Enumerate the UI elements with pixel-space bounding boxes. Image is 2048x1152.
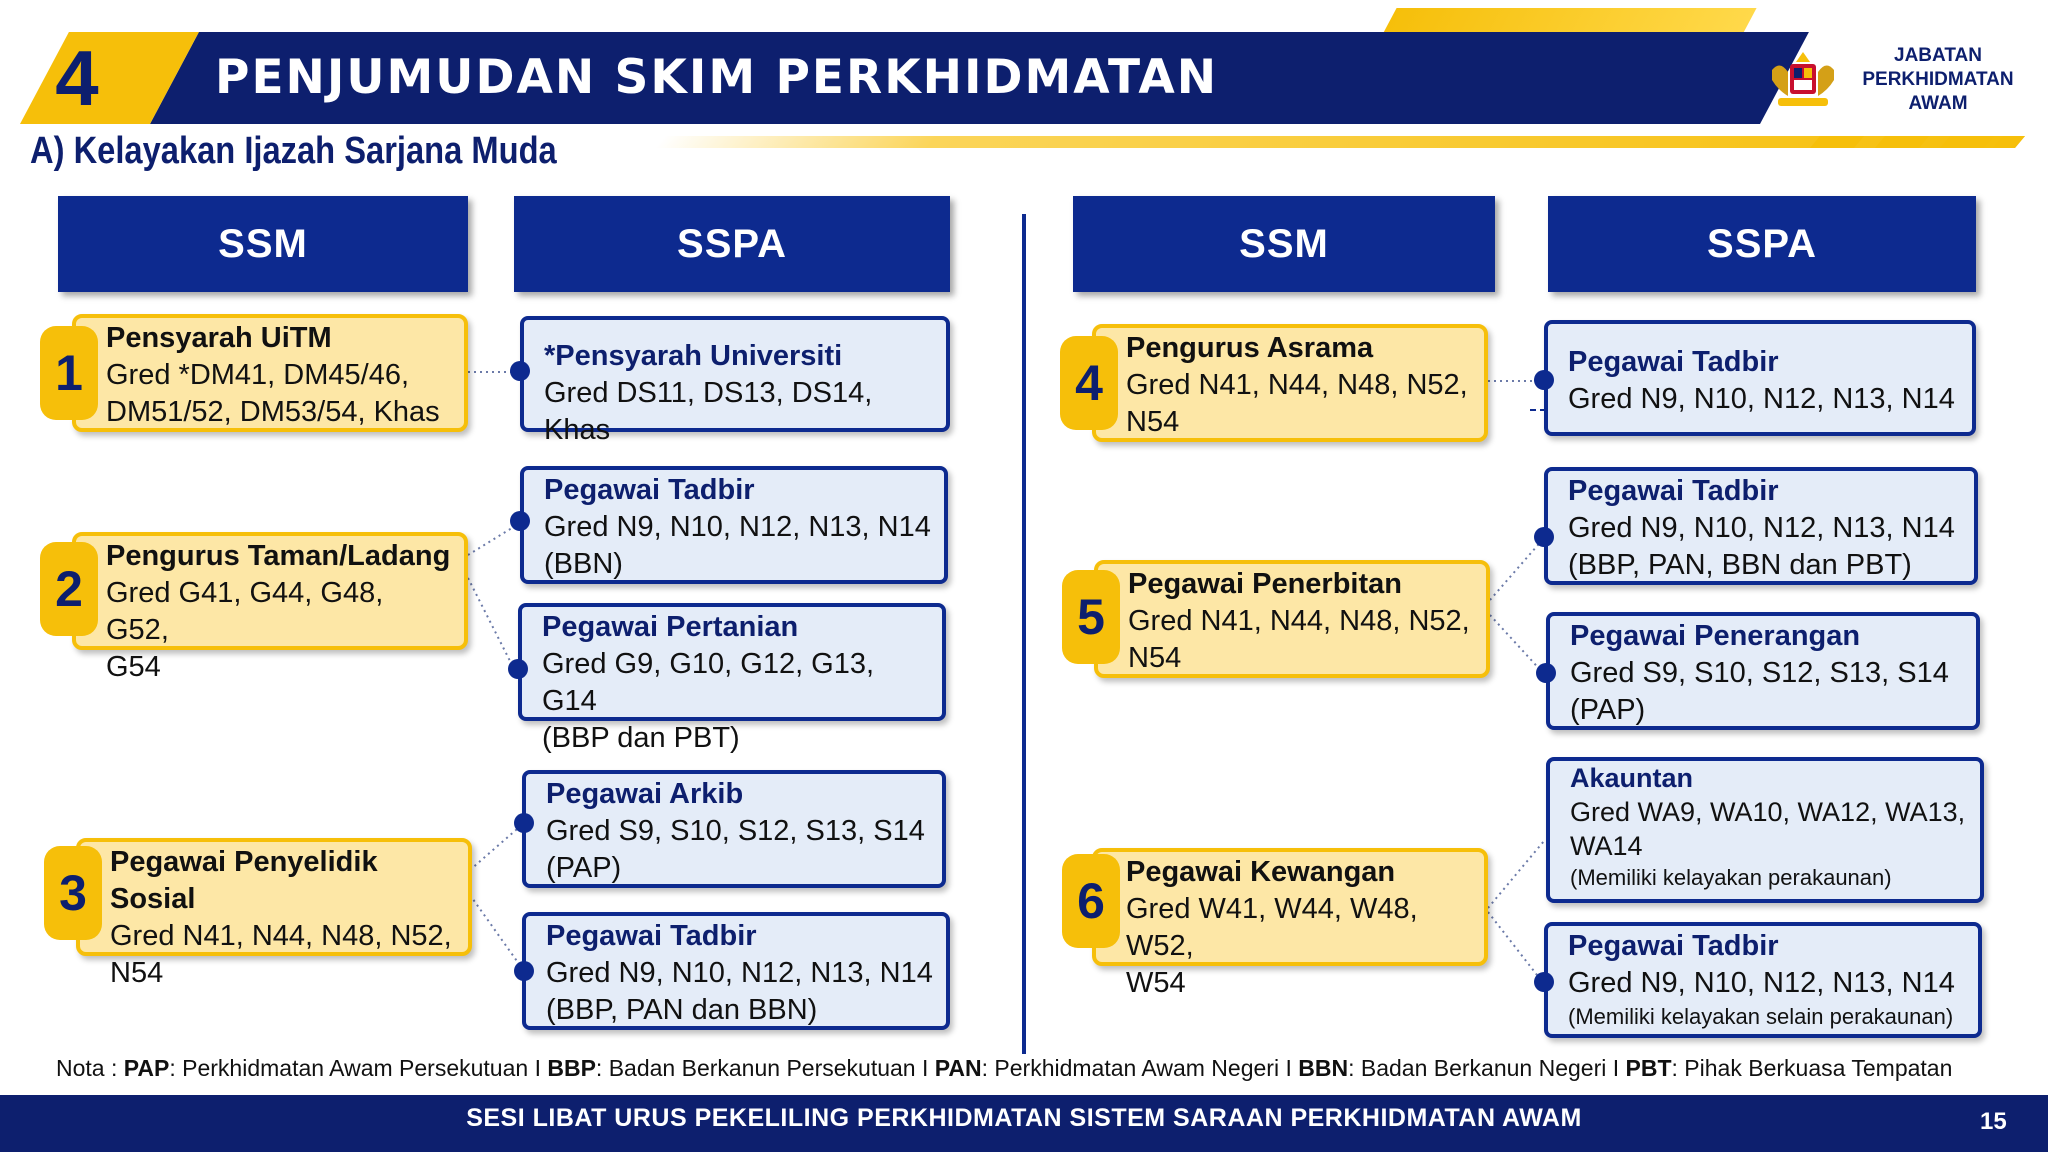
sspa-grades: Gred N9, N10, N12, N13, N14 [1568, 512, 1955, 544]
connector-dot [510, 361, 530, 381]
ssm-grades: Gred W41, W44, W48, W52, W54 [1126, 893, 1418, 999]
item-number-badge: 3 [44, 846, 102, 940]
page-number: 15 [1980, 1108, 2007, 1135]
connector-dot [1534, 972, 1554, 992]
sspa-grades: Gred N9, N10, N12, N13, N14 [1568, 967, 1955, 999]
page-subtitle: A) Kelayakan Ijazah Sarjana Muda [30, 130, 557, 172]
ssm-box-2 [72, 532, 468, 683]
footer-title: SESI LIBAT URUS PEKELILING PERKHIDMATAN SISTEM SARAAN PERKHIDMATAN AWAM [466, 1104, 1582, 1132]
sspa-note: (PAP) [1570, 694, 1646, 726]
sspa-box-4 [522, 770, 946, 888]
sspa-box-8 [1546, 612, 1980, 730]
agency-line2: PERKHIDMATAN [1862, 69, 2014, 90]
sspa-title: Pegawai Pertanian [542, 611, 799, 643]
item-number-badge: 2 [40, 542, 98, 636]
ssm-title: Pengurus Asrama [1126, 332, 1374, 364]
sspa-box-1 [520, 316, 950, 446]
ssm-box-4 [1092, 324, 1488, 442]
ssm-title: Pensyarah UiTM [106, 322, 332, 354]
section-number: 4 [55, 33, 99, 122]
connector-dot [1534, 370, 1554, 390]
sspa-box-6 [1544, 320, 1976, 436]
sspa-note: (BBP dan PBT) [542, 722, 740, 754]
connector-dot [508, 659, 528, 679]
ssm-grades: Gred N41, N44, N48, N52, N54 [110, 920, 452, 989]
sspa-title: Pegawai Tadbir [546, 920, 757, 952]
sspa-note: (Memiliki kelayakan perakaunan) [1570, 865, 1892, 890]
sspa-title: Pegawai Tadbir [544, 474, 755, 506]
sspa-grades: Gred N9, N10, N12, N13, N14 [544, 511, 931, 543]
ssm-title: Pengurus Taman/Ladang [106, 540, 451, 572]
sspa-box-9 [1546, 757, 1984, 903]
abbreviation-note [56, 1055, 1952, 1082]
ssm-grades: Gred N41, N44, N48, N52, N54 [1126, 369, 1468, 438]
sspa-title: Pegawai Tadbir [1568, 475, 1779, 507]
connector-dot [1534, 527, 1554, 547]
sspa-grades: Gred G9, G10, G12, G13, G14 [542, 648, 875, 717]
sspa-grades: Gred N9, N10, N12, N13, N14 [546, 957, 933, 989]
sspa-title: Akauntan [1570, 763, 1694, 793]
sspa-note: (BBN) [544, 548, 623, 580]
ssm-grades: Gred N41, N44, N48, N52, N54 [1128, 605, 1470, 674]
sspa-box-7 [1544, 467, 1978, 585]
ssm-box-6 [1092, 848, 1488, 999]
sspa-box-2 [520, 466, 948, 584]
note-abbr: BBN [1298, 1055, 1349, 1081]
note-abbr: BBP [547, 1055, 596, 1081]
ssm-grades: Gred *DM41, DM45/46, DM51/52, DM53/54, Khas [106, 359, 440, 428]
sspa-note: (BBP, PAN, BBN dan PBT) [1568, 549, 1912, 581]
agency-line1: JABATAN [1894, 45, 1982, 66]
note-text: : Pihak Berkuasa Tempatan [1671, 1055, 1953, 1081]
ssm-title: Pegawai Penyelidik Sosial [110, 846, 378, 915]
ssm-box-3 [76, 838, 472, 989]
ssm-grades: Gred G41, G44, G48, G52, G54 [106, 577, 384, 683]
sspa-grades: Gred S9, S10, S12, S13, S14 [1570, 657, 1949, 689]
sspa-note: (Memiliki kelayakan selain perakaunan) [1568, 1004, 1954, 1029]
ssm-title: Pegawai Penerbitan [1128, 568, 1402, 600]
sspa-box-5 [522, 912, 950, 1030]
sspa-note: (PAP) [546, 852, 622, 884]
column-header-ssm-left: SSM [58, 196, 468, 292]
sspa-title: Pegawai Tadbir [1568, 930, 1779, 962]
column-header-sspa-left: SSPA [514, 196, 950, 292]
note-abbr: PAN [934, 1055, 982, 1081]
note-text: : Badan Berkanun Persekutuan I [595, 1055, 935, 1081]
sspa-box-10 [1544, 922, 1982, 1038]
note-text: : Badan Berkanun Negeri I [1348, 1055, 1626, 1081]
connector-dot [514, 813, 534, 833]
sspa-title: Pegawai Arkib [546, 778, 744, 810]
sspa-title: *Pensyarah Universiti [544, 340, 843, 372]
column-header-sspa-right: SSPA [1548, 196, 1976, 292]
connector-dot [514, 961, 534, 981]
note-abbr: PAP [123, 1055, 170, 1081]
sspa-title: Pegawai Penerangan [1570, 620, 1861, 652]
ssm-title: Pegawai Kewangan [1126, 856, 1396, 888]
sspa-box-3 [518, 603, 946, 754]
sspa-grades: Gred WA9, WA10, WA12, WA13, WA14 [1570, 797, 1966, 861]
column-header-ssm-right: SSM [1073, 196, 1495, 292]
item-number-badge: 5 [1062, 570, 1120, 664]
item-number-badge: 6 [1062, 854, 1120, 948]
sspa-grades: Gred N9, N10, N12, N13, N14 [1568, 383, 1955, 415]
sspa-note: (BBP, PAN dan BBN) [546, 994, 818, 1026]
note-text: : Perkhidmatan Awam Negeri I [981, 1055, 1299, 1081]
sspa-grades: Gred S9, S10, S12, S13, S14 [546, 815, 925, 847]
note-prefix: Nota : [56, 1055, 124, 1081]
page-title: PENJUMUDAN SKIM PERKHIDMATAN [215, 50, 1219, 105]
connector-dot [510, 511, 530, 531]
note-text: : Perkhidmatan Awam Persekutuan I [169, 1055, 548, 1081]
sspa-grades: Gred DS11, DS13, DS14, Khas [544, 377, 873, 446]
item-number-badge: 4 [1060, 336, 1118, 430]
agency-line3: AWAM [1908, 93, 1968, 114]
ssm-box-5 [1094, 560, 1490, 678]
ssm-box-1 [72, 314, 468, 432]
note-abbr: PBT [1625, 1055, 1672, 1081]
item-number-badge: 1 [40, 326, 98, 420]
sspa-title: Pegawai Tadbir [1568, 346, 1779, 378]
connector-dot [1536, 663, 1556, 683]
